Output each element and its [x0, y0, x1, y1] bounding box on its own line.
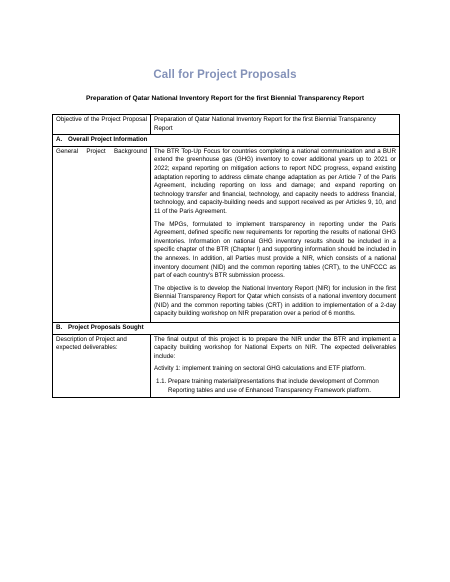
document-subtitle: Preparation of Qatar National Inventory Report for the first Biennial Transparency Report: [85, 95, 365, 102]
objective-label-cell: [53, 115, 151, 135]
background-label: General Project Background: [56, 147, 147, 155]
table-row-deliverables: [53, 334, 400, 398]
objective-value: Preparation of Qatar National Inventory Report for the first Biennial Transparency Report: [154, 116, 376, 132]
background-paragraph: The objective is to develop the National Inventory Report (NIR) for inclusion in the first Biennial Transparency Report for Qatar which consists of a national inventory document (NID) and the common reporting tables (CRT) in addition to implementation of a 2-day capacity building workshop on NIR preparation over a period of 6 months.: [154, 284, 396, 318]
section-a-heading: [53, 135, 400, 147]
proposal-table: [52, 114, 400, 398]
section-b-heading: [53, 323, 400, 335]
background-paragraph: The MPGs, formulated to implement transparency in reporting under the Paris Agreement, defined specific new requirements for reporting the results of national GHG inventories. Information on national GHG inventory results should be included in a specific chapter of the BTR (Chapter I) and supporting information should be included in the annexes. In addition, all Parties must provide a NIR, which consists of a national inventory document (NID) and the common reporting tables (CRT), to the UNFCCC as part of each country's BTR submission process.: [154, 220, 396, 280]
document-title: Call for Project Proposals: [153, 69, 297, 81]
deliverables-list-item: [154, 378, 396, 395]
section-a-title: Overall Project Information: [68, 136, 148, 144]
section-a-letter: A.: [56, 136, 63, 144]
background-label-cell: [53, 146, 151, 322]
table-row-objective: [53, 115, 400, 135]
deliverables-value-cell: [151, 334, 400, 398]
deliverables-label-cell: [53, 334, 151, 398]
deliverables-paragraph: Activity 1: implement training on sectoral GHG calculations and ETF platform.: [154, 365, 366, 373]
objective-label: Objective of the Project Proposal: [56, 116, 147, 123]
section-b-title: Project Proposals Sought: [68, 324, 144, 332]
section-b-letter: B.: [56, 324, 63, 332]
objective-value-cell: [151, 115, 400, 135]
background-value-cell: [151, 146, 400, 322]
section-a-row: [53, 135, 400, 147]
list-item-number: 1.1.: [156, 378, 167, 386]
list-item-text: Prepare training material/presentations that include development of Common Reporting tables and use of Enhanced Transparency Framework platform.: [168, 378, 379, 394]
background-paragraph: The BTR Top-Up Focus for countries completing a national communication and a BUR extend the greenhouse gas (GHG) inventory to cover additional years up to 2021 or 2022; expand reporting on mitigation actions to report NDC progress, expand existing adaptation reporting to address climate change adaptation as per Article 7 of the Paris Agreement, including reporting on loss and damage; and expand reporting on technology transfer and financial, technology, and capacity needs to address financial, technology, and capacity-building needs and support received as per Articles 9, 10, and 11 of the Paris Agreement.: [154, 147, 396, 215]
deliverables-label: Description of Project and expected deliverables:: [56, 335, 127, 352]
table-row-background: [53, 146, 400, 322]
deliverables-paragraph: The final output of this project is to prepare the NIR under the BTR and implement a capacity building workshop for National Experts on NIR. The expected deliverables include:: [154, 335, 396, 360]
section-b-row: [53, 323, 400, 335]
